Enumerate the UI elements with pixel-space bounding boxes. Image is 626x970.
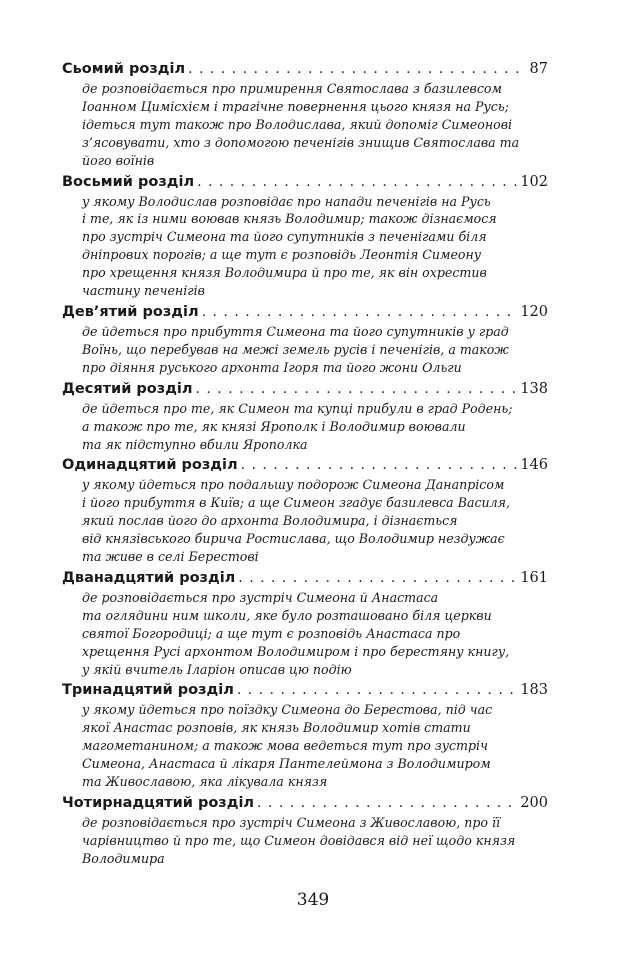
toc-entry [62,173,548,300]
toc-entry-heading [62,173,548,192]
chapter-summary [82,814,548,868]
chapter-page-number: 87 [529,61,548,77]
chapter-summary [82,323,548,377]
summary-line: де розповідається про примирення Святослава з базилевсом [82,81,502,96]
chapter-summary [82,701,548,791]
summary-line: Володимира [82,850,165,866]
chapter-summary [82,400,548,454]
summary-line: хрещення Русі архонтом Володимиром і про берестяну книгу, [82,643,510,659]
summary-line: Воїнь, що перебував на межі земель русів і печенігів, а також [82,341,509,357]
summary-line: ідеться тут також про Володислава, який допоміг Симеонові [82,116,513,132]
summary-line: де йдеться про прибуття Симеона та його супутників у град [82,323,509,339]
chapter-summary [82,476,548,566]
summary-line: у якому йдеться про поїздку Симеона до Берестова, під час [82,702,493,718]
chapter-summary [82,589,548,679]
toc-entry-heading [62,380,548,399]
summary-line: дніпрових порогів; а ще тут є розповідь Леонтія Симеону [82,247,482,263]
toc-entry-heading [62,456,548,475]
chapter-page-number: 161 [520,569,548,586]
chapter-title: Восьмий розділ [62,173,195,190]
summary-line: про хрещення князя Володимира й про те, як він охрестив [82,265,487,281]
chapter-title: Дванадцятий розділ [62,569,236,586]
chapter-summary [82,80,548,170]
chapter-title: Сьомий розділ [62,61,186,77]
chapter-page-number: 200 [520,795,548,811]
summary-line: у якому Володислав розповідає про напади печенігів на Русь [82,193,491,209]
page-number: 349 [296,890,330,910]
summary-line: Симеона, Анастаса й лікаря Пантелеймона з Володимиром [82,756,491,772]
summary-line: у якій вчитель Іларіон описав цю подію [82,661,352,677]
dot-leader [237,681,517,700]
toc-entry-heading [62,569,548,588]
summary-line: частину печенігів [82,283,205,299]
summary-line: який послав його до архонта Володимира, і дізнається [82,513,458,529]
dot-leader [196,380,518,399]
summary-line: магометанином; а також мова ведеться тут про зустріч [82,738,488,754]
chapter-page-number: 102 [520,173,548,190]
toc-entry [62,794,548,868]
chapter-title: Десятий розділ [62,380,193,397]
chapter-page-number: 183 [520,682,548,699]
toc-entry [62,60,548,170]
dot-leader [238,569,517,588]
summary-line: з’ясовувати, хто з допомогою печенігів знищив Святослава та [82,134,520,150]
chapter-title: Чотирнадцятий розділ [62,795,255,811]
toc-entry-heading [62,303,548,322]
summary-line: а також про те, як князі Ярополк і Володимир воювали [82,418,466,434]
summary-line: від князівського бирича Ростислава, що Володимир нездужає [82,531,505,547]
summary-line: про зустріч Симеона та його супутників з печенігами біля [82,229,487,245]
dot-leader [202,303,518,322]
chapter-title: Тринадцятий розділ [62,682,234,699]
toc-entry [62,303,548,377]
dot-leader [188,60,526,79]
summary-line: Іоанном Цимісхієм і трагічне повернення цього князя на Русь; [82,98,509,114]
table-of-contents [62,60,548,871]
summary-line: і його прибуття в Київ; а ще Симеон згадує базилевса Василя, [82,495,510,511]
toc-entry-heading [62,794,548,813]
toc-entry-heading [62,60,548,79]
chapter-page-number: 146 [520,457,548,474]
summary-line: і те, як із ними воював князь Володимир; також дізнаємося [82,211,497,227]
summary-line: чарівництво й про те, що Симеон довідався від неї щодо князя [82,832,516,848]
dot-leader [241,456,518,475]
summary-line: де йдеться про те, як Симеон та купці прибули в град Родень; [82,400,513,416]
toc-entry [62,569,548,679]
summary-line: та як підступно вбили Ярополка [82,436,308,452]
summary-line: у якому йдеться про подальшу подорож Симеона Данапрісом [82,477,505,493]
toc-entry [62,681,548,791]
chapter-title: Одинадцятий розділ [62,457,238,474]
summary-line: де розповідається про зустріч Симеона й Анастаса [82,589,439,605]
chapter-title: Дев’ятий розділ [62,303,199,320]
chapter-page-number: 138 [520,380,548,397]
summary-line: та живе в селі Берестові [82,549,259,565]
summary-line: про діяння руського архонта Ігоря та його жони Ольги [82,359,462,375]
summary-line: святої Богородиці; а ще тут є розповідь Анастаса про [82,625,461,641]
summary-line: та Живославою, яка лікувала князя [82,774,328,790]
summary-line: його воїнів [82,152,155,168]
toc-entry [62,456,548,566]
summary-line: та оглядини ним школи, яке було розташовано біля церкви [82,607,492,623]
chapter-summary [82,193,548,300]
dot-leader [197,173,517,192]
chapter-page-number: 120 [520,303,548,320]
summary-line: якої Анастас розповів, як князь Володимир хотів стати [82,720,471,736]
toc-entry-heading [62,681,548,700]
summary-line: де розповідається про зустріч Симеона з Живославою, про її [82,815,501,830]
dot-leader [257,794,517,813]
toc-entry [62,380,548,454]
